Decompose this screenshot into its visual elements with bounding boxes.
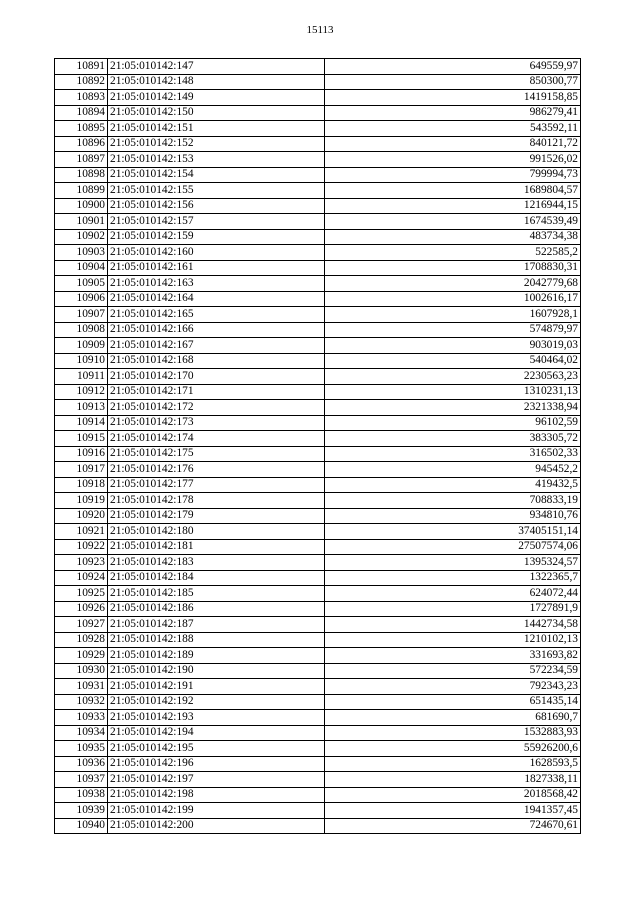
row-number-cell: 10928 <box>55 632 108 648</box>
table-row <box>55 477 581 493</box>
table-row <box>55 679 581 695</box>
table-row <box>55 524 581 540</box>
table-row <box>55 725 581 741</box>
row-number-cell: 10923 <box>55 555 108 571</box>
cadastral-value-cell: 1310231,13 <box>325 384 581 400</box>
table-row <box>55 446 581 462</box>
cadastral-number-cell: 21:05:010142:179 <box>108 508 325 524</box>
cadastral-number-cell: 21:05:010142:187 <box>108 617 325 633</box>
row-number-cell: 10937 <box>55 772 108 788</box>
table-row <box>55 59 581 75</box>
row-number-cell: 10929 <box>55 648 108 664</box>
cadastral-number-cell: 21:05:010142:151 <box>108 121 325 137</box>
table-row <box>55 648 581 664</box>
cadastral-value-cell: 1532883,93 <box>325 725 581 741</box>
cadastral-number-cell: 21:05:010142:174 <box>108 431 325 447</box>
row-number-cell: 10902 <box>55 229 108 245</box>
cadastral-number-cell: 21:05:010142:165 <box>108 307 325 323</box>
row-number-cell: 10891 <box>55 59 108 75</box>
table-row <box>55 586 581 602</box>
row-number-cell: 10916 <box>55 446 108 462</box>
table-row <box>55 741 581 757</box>
cadastral-number-cell: 21:05:010142:194 <box>108 725 325 741</box>
cadastral-value-cell: 1210102,13 <box>325 632 581 648</box>
cadastral-value-cell: 27507574,06 <box>325 539 581 555</box>
cadastral-value-cell: 37405151,14 <box>325 524 581 540</box>
cadastral-number-cell: 21:05:010142:195 <box>108 741 325 757</box>
table-row <box>55 601 581 617</box>
cadastral-number-cell: 21:05:010142:152 <box>108 136 325 152</box>
cadastral-value-cell: 799994,73 <box>325 167 581 183</box>
cadastral-number-cell: 21:05:010142:159 <box>108 229 325 245</box>
table-row <box>55 74 581 90</box>
table-row <box>55 803 581 819</box>
cadastral-value-cell: 934810,76 <box>325 508 581 524</box>
cadastral-value-cell: 540464,02 <box>325 353 581 369</box>
cadastral-number-cell: 21:05:010142:199 <box>108 803 325 819</box>
cadastral-number-cell: 21:05:010142:184 <box>108 570 325 586</box>
table-row <box>55 694 581 710</box>
row-number-cell: 10933 <box>55 710 108 726</box>
cadastral-number-cell: 21:05:010142:173 <box>108 415 325 431</box>
table-row <box>55 214 581 230</box>
cadastral-number-cell: 21:05:010142:196 <box>108 756 325 772</box>
cadastral-number-cell: 21:05:010142:164 <box>108 291 325 307</box>
cadastral-number-cell: 21:05:010142:161 <box>108 260 325 276</box>
table-row <box>55 260 581 276</box>
row-number-cell: 10911 <box>55 369 108 385</box>
table-row <box>55 322 581 338</box>
row-number-cell: 10912 <box>55 384 108 400</box>
row-number-cell: 10897 <box>55 152 108 168</box>
table-row <box>55 756 581 772</box>
page-number: 15113 <box>306 24 334 36</box>
cadastral-value-cell: 1395324,57 <box>325 555 581 571</box>
cadastral-number-cell: 21:05:010142:192 <box>108 694 325 710</box>
table-row <box>55 353 581 369</box>
cadastral-number-cell: 21:05:010142:197 <box>108 772 325 788</box>
cadastral-number-cell: 21:05:010142:163 <box>108 276 325 292</box>
cadastral-value-cell: 1708830,31 <box>325 260 581 276</box>
cadastral-value-cell: 483734,38 <box>325 229 581 245</box>
table-row <box>55 663 581 679</box>
cadastral-value-cell: 624072,44 <box>325 586 581 602</box>
row-number-cell: 10925 <box>55 586 108 602</box>
cadastral-number-cell: 21:05:010142:191 <box>108 679 325 695</box>
row-number-cell: 10894 <box>55 105 108 121</box>
cadastral-number-cell: 21:05:010142:156 <box>108 198 325 214</box>
row-number-cell: 10903 <box>55 245 108 261</box>
row-number-cell: 10906 <box>55 291 108 307</box>
row-number-cell: 10913 <box>55 400 108 416</box>
cadastral-number-cell: 21:05:010142:157 <box>108 214 325 230</box>
table-row <box>55 229 581 245</box>
cadastral-number-cell: 21:05:010142:200 <box>108 818 325 834</box>
row-number-cell: 10892 <box>55 74 108 90</box>
table-row <box>55 632 581 648</box>
cadastral-value-cell: 2042779,68 <box>325 276 581 292</box>
row-number-cell: 10895 <box>55 121 108 137</box>
cadastral-value-cell: 383305,72 <box>325 431 581 447</box>
cadastral-value-cell: 1002616,17 <box>325 291 581 307</box>
cadastral-value-cell: 1322365,7 <box>325 570 581 586</box>
cadastral-number-cell: 21:05:010142:181 <box>108 539 325 555</box>
cadastral-number-cell: 21:05:010142:176 <box>108 462 325 478</box>
row-number-cell: 10899 <box>55 183 108 199</box>
cadastral-value-cell: 986279,41 <box>325 105 581 121</box>
table-row <box>55 183 581 199</box>
cadastral-value-cell: 840121,72 <box>325 136 581 152</box>
cadastral-value-cell: 1216944,15 <box>325 198 581 214</box>
table-row <box>55 121 581 137</box>
row-number-cell: 10919 <box>55 493 108 509</box>
row-number-cell: 10893 <box>55 90 108 106</box>
row-number-cell: 10909 <box>55 338 108 354</box>
table-row <box>55 384 581 400</box>
cadastral-number-cell: 21:05:010142:177 <box>108 477 325 493</box>
table-row <box>55 198 581 214</box>
cadastral-value-cell: 1689804,57 <box>325 183 581 199</box>
cadastral-number-cell: 21:05:010142:180 <box>108 524 325 540</box>
row-number-cell: 10926 <box>55 601 108 617</box>
table-row <box>55 617 581 633</box>
row-number-cell: 10898 <box>55 167 108 183</box>
table-row <box>55 307 581 323</box>
table-row <box>55 818 581 834</box>
cadastral-value-cell: 543592,11 <box>325 121 581 137</box>
table-row <box>55 338 581 354</box>
row-number-cell: 10939 <box>55 803 108 819</box>
row-number-cell: 10922 <box>55 539 108 555</box>
cadastral-number-cell: 21:05:010142:154 <box>108 167 325 183</box>
row-number-cell: 10921 <box>55 524 108 540</box>
table-row <box>55 105 581 121</box>
cadastral-value-cell: 2321338,94 <box>325 400 581 416</box>
row-number-cell: 10935 <box>55 741 108 757</box>
cadastral-number-cell: 21:05:010142:150 <box>108 105 325 121</box>
row-number-cell: 10896 <box>55 136 108 152</box>
row-number-cell: 10907 <box>55 307 108 323</box>
cadastral-number-cell: 21:05:010142:155 <box>108 183 325 199</box>
row-number-cell: 10927 <box>55 617 108 633</box>
table-row <box>55 136 581 152</box>
cadastral-value-cell: 903019,03 <box>325 338 581 354</box>
row-number-cell: 10904 <box>55 260 108 276</box>
cadastral-number-cell: 21:05:010142:170 <box>108 369 325 385</box>
cadastral-number-cell: 21:05:010142:166 <box>108 322 325 338</box>
cadastral-value-cell: 419432,5 <box>325 477 581 493</box>
cadastral-number-cell: 21:05:010142:189 <box>108 648 325 664</box>
table-row <box>55 508 581 524</box>
row-number-cell: 10938 <box>55 787 108 803</box>
cadastral-number-cell: 21:05:010142:172 <box>108 400 325 416</box>
table-row <box>55 710 581 726</box>
table-row <box>55 462 581 478</box>
table-row <box>55 570 581 586</box>
cadastral-value-cell: 522585,2 <box>325 245 581 261</box>
table-row <box>55 493 581 509</box>
cadastral-value-cell: 850300,77 <box>325 74 581 90</box>
cadastral-value-cell: 2018568,42 <box>325 787 581 803</box>
cadastral-number-cell: 21:05:010142:168 <box>108 353 325 369</box>
table-row <box>55 555 581 571</box>
cadastral-number-cell: 21:05:010142:147 <box>108 59 325 75</box>
row-number-cell: 10930 <box>55 663 108 679</box>
row-number-cell: 10900 <box>55 198 108 214</box>
cadastral-value-cell: 792343,23 <box>325 679 581 695</box>
table-row <box>55 431 581 447</box>
table-row <box>55 276 581 292</box>
row-number-cell: 10924 <box>55 570 108 586</box>
row-number-cell: 10901 <box>55 214 108 230</box>
table-row <box>55 90 581 106</box>
table-row <box>55 152 581 168</box>
cadastral-value-cell: 572234,59 <box>325 663 581 679</box>
row-number-cell: 10915 <box>55 431 108 447</box>
cadastral-number-cell: 21:05:010142:153 <box>108 152 325 168</box>
row-number-cell: 10914 <box>55 415 108 431</box>
cadastral-number-cell: 21:05:010142:167 <box>108 338 325 354</box>
table-row <box>55 400 581 416</box>
row-number-cell: 10905 <box>55 276 108 292</box>
cadastral-number-cell: 21:05:010142:190 <box>108 663 325 679</box>
cadastral-value-cell: 1607928,1 <box>325 307 581 323</box>
cadastral-number-cell: 21:05:010142:148 <box>108 74 325 90</box>
table-row <box>55 787 581 803</box>
row-number-cell: 10920 <box>55 508 108 524</box>
row-number-cell: 10908 <box>55 322 108 338</box>
cadastral-value-cell: 1674539,49 <box>325 214 581 230</box>
cadastral-value-cell: 1628593,5 <box>325 756 581 772</box>
cadastral-value-cell: 651435,14 <box>325 694 581 710</box>
table-row <box>55 539 581 555</box>
cadastral-number-cell: 21:05:010142:175 <box>108 446 325 462</box>
cadastral-value-table <box>54 58 581 834</box>
row-number-cell: 10918 <box>55 477 108 493</box>
table-row <box>55 369 581 385</box>
table-row <box>55 772 581 788</box>
cadastral-value-cell: 1827338,11 <box>325 772 581 788</box>
cadastral-number-cell: 21:05:010142:183 <box>108 555 325 571</box>
cadastral-number-cell: 21:05:010142:178 <box>108 493 325 509</box>
cadastral-number-cell: 21:05:010142:149 <box>108 90 325 106</box>
cadastral-number-cell: 21:05:010142:188 <box>108 632 325 648</box>
table-row <box>55 291 581 307</box>
cadastral-value-cell: 991526,02 <box>325 152 581 168</box>
table-row <box>55 245 581 261</box>
cadastral-number-cell: 21:05:010142:171 <box>108 384 325 400</box>
table-row <box>55 415 581 431</box>
row-number-cell: 10931 <box>55 679 108 695</box>
cadastral-number-cell: 21:05:010142:186 <box>108 601 325 617</box>
row-number-cell: 10940 <box>55 818 108 834</box>
cadastral-number-cell: 21:05:010142:185 <box>108 586 325 602</box>
cadastral-value-cell: 1419158,85 <box>325 90 581 106</box>
row-number-cell: 10932 <box>55 694 108 710</box>
cadastral-number-cell: 21:05:010142:160 <box>108 245 325 261</box>
cadastral-value-cell: 316502,33 <box>325 446 581 462</box>
cadastral-value-cell: 1941357,45 <box>325 803 581 819</box>
cadastral-value-cell: 724670,61 <box>325 818 581 834</box>
cadastral-value-cell: 945452,2 <box>325 462 581 478</box>
cadastral-value-cell: 708833,19 <box>325 493 581 509</box>
cadastral-value-cell: 574879,97 <box>325 322 581 338</box>
row-number-cell: 10917 <box>55 462 108 478</box>
cadastral-value-cell: 96102,59 <box>325 415 581 431</box>
cadastral-value-cell: 1442734,58 <box>325 617 581 633</box>
cadastral-value-cell: 55926200,6 <box>325 741 581 757</box>
cadastral-value-cell: 1727891,9 <box>325 601 581 617</box>
cadastral-number-cell: 21:05:010142:198 <box>108 787 325 803</box>
cadastral-value-cell: 331693,82 <box>325 648 581 664</box>
row-number-cell: 10910 <box>55 353 108 369</box>
cadastral-number-cell: 21:05:010142:193 <box>108 710 325 726</box>
cadastral-value-cell: 681690,7 <box>325 710 581 726</box>
row-number-cell: 10936 <box>55 756 108 772</box>
table-row <box>55 167 581 183</box>
row-number-cell: 10934 <box>55 725 108 741</box>
cadastral-value-cell: 2230563,23 <box>325 369 581 385</box>
table-body <box>55 59 581 834</box>
cadastral-value-cell: 649559,97 <box>325 59 581 75</box>
